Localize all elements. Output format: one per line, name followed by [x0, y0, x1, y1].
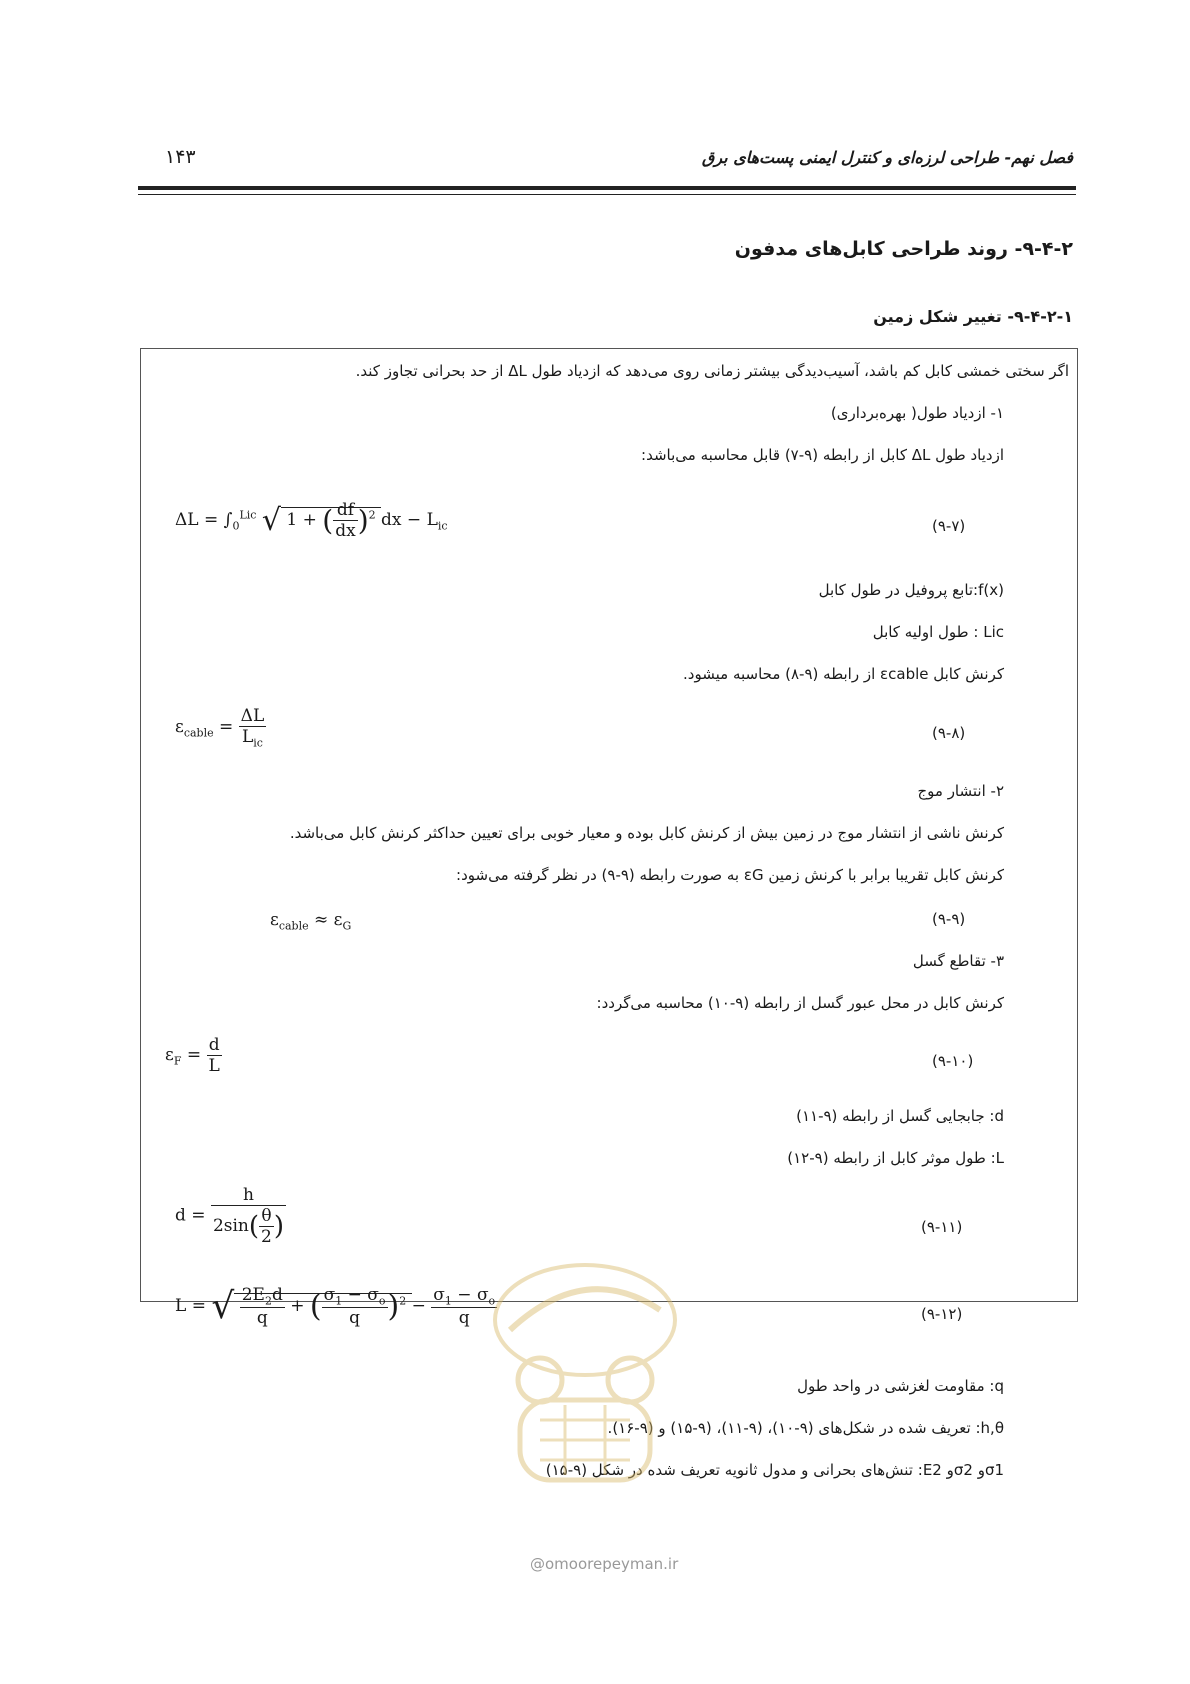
equation-number-9-9: (۹-۹) [932, 910, 966, 928]
definition-q: q: مقاومت لغزشی در واحد طول [797, 1377, 1004, 1395]
item1-text: ازدیاد طول ΔL کابل از رابطه (۹-۷) قابل محاسبه می‌باشد: [641, 446, 1004, 464]
item1-title: ۱- ازدیاد طول( بهره‌برداری) [830, 404, 1004, 422]
equation-number-9-8: (۹-۸) [932, 724, 966, 742]
definition-L: L: طول موثر کابل از رابطه (۹-۱۲) [787, 1149, 1004, 1167]
definition-sigma: σ1و σ2و E2: تنش‌های بحرانی و مدول ثانویه تعریف شده در شکل (۹-۱۵) [545, 1461, 1004, 1479]
header-rule-thin [138, 194, 1076, 195]
item2-text1: کرنش ناشی از انتشار موج در زمین بیش از کرنش کابل بوده و معیار خوبی برای تعیین حداکثر کرنش کابل می‌باشد. [289, 824, 1004, 842]
page-number: ۱۴۳ [165, 146, 196, 168]
item2-text2: کرنش کابل تقریبا برابر با کرنش زمین εG به صورت رابطه (۹-۹) در نظر گرفته می‌شود: [456, 866, 1004, 884]
header-rule [138, 186, 1076, 190]
definition-fx: f(x):تابع پروفیل در طول کابل [818, 581, 1004, 599]
item2-title: ۲- انتشار موج [917, 782, 1004, 800]
equation-9-10: $\varepsilon_F$ = $\frac{d}{L}$ [165, 1035, 220, 1076]
definition-d: d: جابجایی گسل از رابطه (۹-۱۱) [796, 1107, 1004, 1125]
website-watermark: @omoorepeyman.ir [530, 1555, 679, 1573]
equation-number-9-10: (۹-۱۰) [932, 1052, 974, 1070]
strain-text: کرنش کابل εcable از رابطه (۹-۸) محاسبه میشود. [683, 665, 1004, 683]
equation-number-9-11: (۹-۱۱) [921, 1218, 963, 1236]
equation-number-9-12: (۹-۱۲) [921, 1305, 963, 1323]
equation-9-11: d = h 2sin( $\frac{\theta}{2}$ ) [175, 1185, 285, 1247]
equation-9-8: $\varepsilon_{cable}$ = $\frac{\Delta L}{L_{ic}}$ [175, 706, 265, 750]
equation-number-9-7: (۹-۷) [932, 517, 966, 535]
section-heading: ۹-۴-۲- روند طراحی کابل‌های مدفون [734, 238, 1073, 260]
equation-9-12: L = √ $\frac{2E_2d}{q}$ + ( $\frac{\sigma_1 - \sigma_o}{q}$ )$^2$ − $\frac{\sigma_1 - \sigma_o}{q}$ [175, 1285, 496, 1329]
item3-text: کرنش کابل در محل عبور گسل از رابطه (۹-۱۰) محاسبه می‌گردد: [596, 994, 1004, 1012]
definition-h-theta: h,θ: تعریف شده در شکل‌های (۹-۱۰)، (۹-۱۱)، (۹-۱۵) و (۹-۱۶). [607, 1419, 1004, 1437]
item3-title: ۳- تقاطع گسل [912, 952, 1004, 970]
subsection-heading: ۹-۴-۲-۱- تغییر شکل زمین [873, 307, 1073, 326]
definition-lic: Lic : طول اولیه کابل [872, 623, 1004, 641]
publisher-logo-watermark [480, 1250, 690, 1500]
running-header-title: فصل نهم- طراحی لرزه‌ای و کنترل ایمنی پست‌های برق [701, 148, 1073, 167]
equation-9-7: $\Delta L = \int_0^{Lic}$ √ 1 + ( $\frac{df}{dx}$ )$^2$ dx − $L_{ic}$ [175, 500, 448, 541]
intro-paragraph: اگر سختی خمشی کابل کم باشد، آسیب‌دیدگی بیشتر زمانی روی می‌دهد که ازدیاد طول ΔL از حد بحرانی تجاوز کند. [355, 362, 1069, 380]
equation-9-9: $\varepsilon_{cable} \approx \varepsilon_G$ [270, 910, 352, 933]
